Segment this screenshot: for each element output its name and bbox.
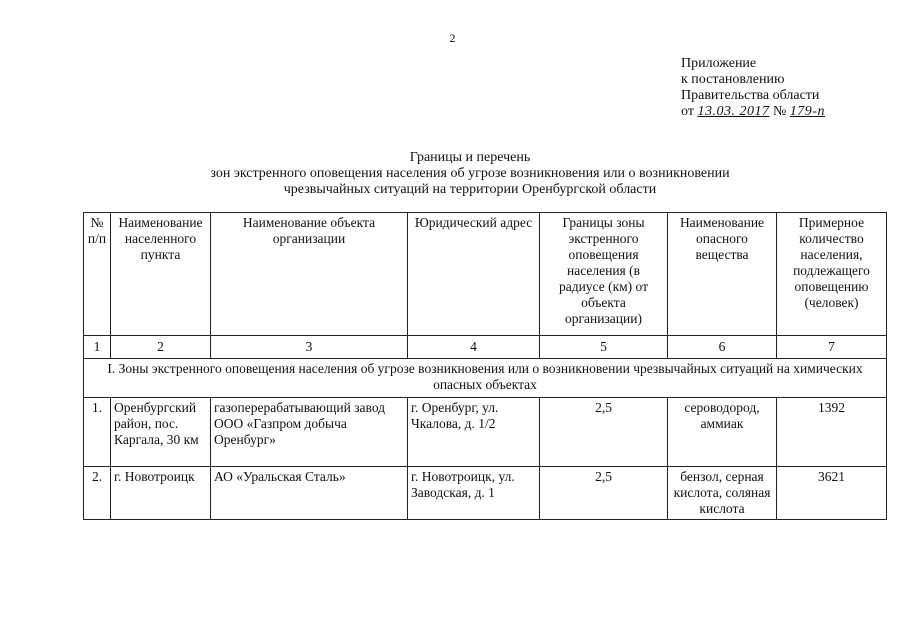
column-number-cell: 6 [668,336,777,359]
title-line-2: зон экстренного оповещения населения об угрозе возникновения или о возникновении [210,166,730,181]
header-cell: Юридический адрес [408,213,540,336]
document-title [150,150,790,198]
header-cell: Наименование населенного пункта [111,213,211,336]
substance-cell: сероводород, аммиак [668,398,777,467]
appendix-line-2: к постановлению [681,72,785,87]
section-row [84,359,887,398]
appendix-date: 13.03. 2017 [697,104,770,119]
appendix-line-4 [681,104,825,120]
row-number: 2. [84,467,111,520]
header-cell: № п/п [84,213,111,336]
appendix-from-label: от [681,104,694,119]
organization-cell: АО «Уральская Сталь» [211,467,408,520]
column-number-row [84,336,887,359]
address-cell: г. Новотроицк, ул. Заводская, д. 1 [408,467,540,520]
page-number: 2 [449,31,456,45]
appendix-number: 179-п [789,104,825,119]
radius-cell: 2,5 [540,467,668,520]
population-cell: 3621 [777,467,887,520]
substance-cell: бензол, серная кислота, соляная кислота [668,467,777,520]
column-number-cell: 5 [540,336,668,359]
radius-cell: 2,5 [540,398,668,467]
population-cell: 1392 [777,398,887,467]
locality-cell: г. Новотроицк [111,467,211,520]
appendix-number-sign: № [772,104,787,119]
appendix-line-1: Приложение [681,56,757,71]
row-number: 1. [84,398,111,467]
column-number-cell: 1 [84,336,111,359]
column-number-cell: 7 [777,336,887,359]
table-row [84,467,887,520]
table-row [84,398,887,467]
header-cell: Примерное количество населения, подлежащего оповещению (человек) [777,213,887,336]
appendix-line-3: Правительства области [681,88,820,103]
locality-cell: Оренбургский район, пос. Каргала, 30 км [111,398,211,467]
header-cell: Наименование объекта организации [211,213,408,336]
appendix-block [681,56,825,120]
column-number-cell: 3 [211,336,408,359]
address-cell: г. Оренбург, ул. Чкалова, д. 1/2 [408,398,540,467]
column-number-cell: 4 [408,336,540,359]
column-number-cell: 2 [111,336,211,359]
title-line-1: Границы и перечень [409,150,531,165]
header-cell: Границы зоны экстренного оповещения населения (в радиусе (км) от объекта организации) [540,213,668,336]
title-line-3: чрезвычайных ситуаций на территории Оренбургской области [283,182,657,197]
table-header-row [84,213,887,336]
organization-cell: газоперерабатывающий завод ООО «Газпром добыча Оренбург» [211,398,408,467]
section-title: I. Зоны экстренного оповещения населения об угрозе возникновения или о возникновении чрезвычайных ситуаций на химических опасных объектах [84,359,887,398]
header-cell: Наименование опасного вещества [668,213,777,336]
zones-table [83,212,887,520]
